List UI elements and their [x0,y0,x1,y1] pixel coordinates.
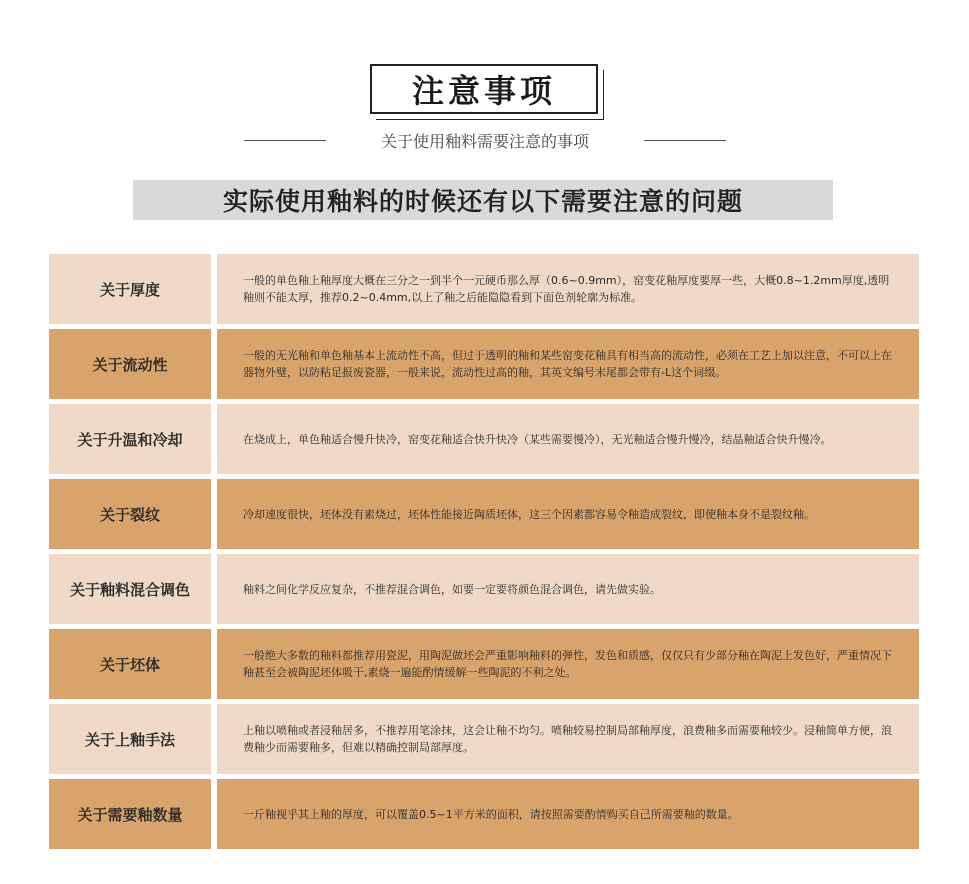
row-label: 关于升温和冷却 [49,404,211,474]
table-row-heating-cooling [49,404,919,474]
page-subtitle: 关于使用釉料需要注意的事项 [380,131,589,151]
row-label: 关于裂纹 [49,479,211,549]
table-row-clay-body [49,629,919,699]
row-description: 在烧成上，单色釉适合慢升快冷，窑变花釉适合快升快冷（某些需要慢冷），无光釉适合慢升慢冷，结晶釉适合快升慢冷。 [217,404,919,474]
row-description: 釉料之间化学反应复杂，不推荐混合调色，如要一定要将颜色混合调色，请先做实验。 [217,554,919,624]
row-label: 关于釉料混合调色 [49,554,211,624]
row-description: 上釉以喷釉或者浸釉居多，不推荐用笔涂抹，这会让釉不均匀。喷釉较易控制局部釉厚度，浪费釉多而需要釉较少。浸釉简单方便，浪费釉少而需要釉多，但难以精确控制局部厚度。 [217,704,919,774]
row-label: 关于坯体 [49,629,211,699]
table-row-crackle [49,479,919,549]
row-label: 关于流动性 [49,329,211,399]
title-box [370,64,598,114]
table-row-glaze-quantity [49,779,919,849]
row-description: 一斤釉视乎其上釉的厚度，可以覆盖0.5~1平方米的面积，请按照需要酌情购买自己所需要釉的数量。 [217,779,919,849]
row-label: 关于上釉手法 [49,704,211,774]
row-label: 关于厚度 [49,254,211,324]
row-description: 一般的无光釉和单色釉基本上流动性不高，但过于透明的釉和某些窑变花釉具有相当高的流动性，必须在工艺上加以注意，不可以上在器物外璧，以防粘足报废瓷器，一般来说，流动性过高的釉，其英文编号末尾都会带有-L这个词缀。 [217,329,919,399]
table-row-mixing [49,554,919,624]
row-description: 一般绝大多数的釉料都推荐用瓷泥，用陶泥做坯会严重影响釉料的弹性，发色和质感，仅仅只有少部分釉在陶泥上发色好，严重情况下釉甚至会被陶泥坯体吸干,素烧一遍能酌情缓解一些陶泥的不利之处。 [217,629,919,699]
banner-text: 实际使用釉料的时候还有以下需要注意的问题 [222,187,743,216]
row-description: 一般的单色釉上釉厚度大概在三分之一到半个一元硬币那么厚（0.6~0.9mm），窑变花釉厚度要厚一些，大概0.8~1.2mm厚度,透明釉则不能太厚，推荐0.2~0.4mm,以上了釉之后能隐隐看到下面色剂轮廓为标准。 [217,254,919,324]
subtitle-rule-left [244,140,326,141]
subtitle-row [244,130,726,150]
subtitle-rule-right [644,140,726,141]
section-banner [133,180,833,220]
table-row-thickness [49,254,919,324]
row-label: 关于需要釉数量 [49,779,211,849]
page-title: 注意事项 [411,72,556,110]
table-row-glazing-method [49,704,919,774]
row-description: 冷却速度很快，坯体没有素烧过，坯体性能接近陶质坯体，这三个因素都容易令釉造成裂纹，即使釉本身不是裂纹釉。 [217,479,919,549]
table-row-fluidity [49,329,919,399]
